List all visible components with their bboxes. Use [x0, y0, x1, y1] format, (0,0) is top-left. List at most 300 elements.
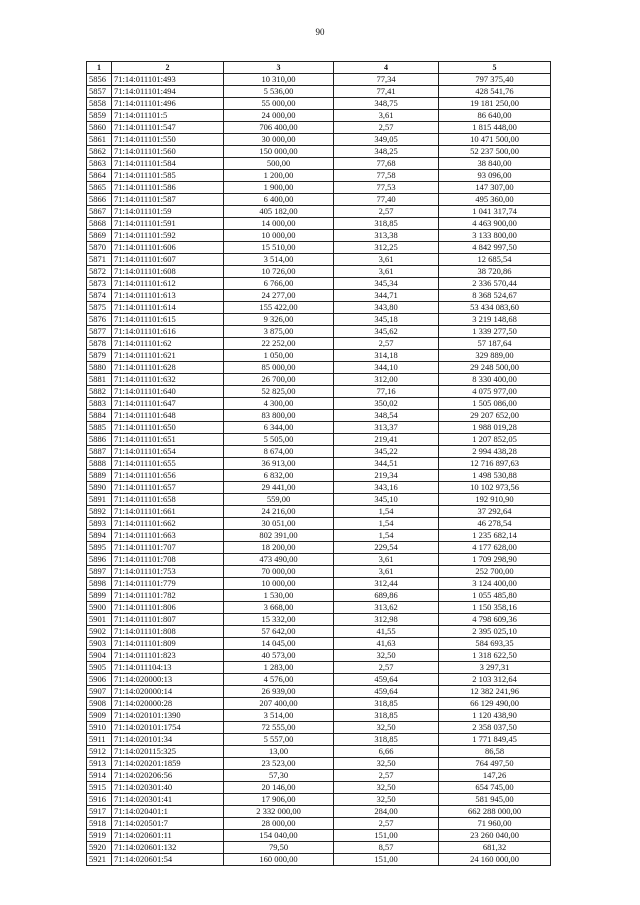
cadastral-value-cell: 12 685,54: [439, 254, 551, 266]
rate-value-cell: 32,50: [334, 722, 439, 734]
table-row: [87, 194, 551, 206]
column-number-header-row: [87, 62, 551, 74]
cadastral-value-cell: 71 960,00: [439, 818, 551, 830]
area-value-cell: 26 700,00: [224, 374, 334, 386]
rate-value-cell: 343,80: [334, 302, 439, 314]
table-row: [87, 854, 551, 866]
area-value-cell: 150 000,00: [224, 146, 334, 158]
row-number-cell: 5885: [87, 422, 112, 434]
cadastral-number-cell: 71:14:011101:657: [112, 482, 224, 494]
rate-value-cell: 3,61: [334, 266, 439, 278]
area-value-cell: 24 277,00: [224, 290, 334, 302]
row-number-cell: 5898: [87, 578, 112, 590]
rate-value-cell: 32,50: [334, 650, 439, 662]
cadastral-number-cell: 71:14:011101:547: [112, 122, 224, 134]
rate-value-cell: 348,25: [334, 146, 439, 158]
rate-value-cell: 312,00: [334, 374, 439, 386]
row-number-cell: 5860: [87, 122, 112, 134]
cadastral-value-cell: 52 237 500,00: [439, 146, 551, 158]
table-row: [87, 530, 551, 542]
area-value-cell: 79,50: [224, 842, 334, 854]
row-number-cell: 5865: [87, 182, 112, 194]
rate-value-cell: 350,02: [334, 398, 439, 410]
table-row: [87, 650, 551, 662]
row-number-cell: 5872: [87, 266, 112, 278]
cadastral-number-cell: 71:14:011104:13: [112, 662, 224, 674]
rate-value-cell: 229,54: [334, 542, 439, 554]
row-number-cell: 5880: [87, 362, 112, 374]
cadastral-value-cell: 495 360,00: [439, 194, 551, 206]
cadastral-number-cell: 71:14:011101:707: [112, 542, 224, 554]
rate-value-cell: 348,54: [334, 410, 439, 422]
cadastral-number-cell: 71:14:020501:7: [112, 818, 224, 830]
row-number-cell: 5915: [87, 782, 112, 794]
table-row: [87, 230, 551, 242]
table-row: [87, 818, 551, 830]
rate-value-cell: 2,57: [334, 818, 439, 830]
rate-value-cell: 32,50: [334, 794, 439, 806]
area-value-cell: 29 441,00: [224, 482, 334, 494]
row-number-cell: 5902: [87, 626, 112, 638]
table-row: [87, 710, 551, 722]
rate-value-cell: 344,10: [334, 362, 439, 374]
rate-value-cell: 1,54: [334, 530, 439, 542]
area-value-cell: 160 000,00: [224, 854, 334, 866]
cadastral-number-cell: 71:14:020115:325: [112, 746, 224, 758]
area-value-cell: 24 216,00: [224, 506, 334, 518]
rate-value-cell: 343,16: [334, 482, 439, 494]
cadastral-number-cell: 71:14:020101:34: [112, 734, 224, 746]
row-number-cell: 5918: [87, 818, 112, 830]
cadastral-number-cell: 71:14:011101:662: [112, 518, 224, 530]
cadastral-value-cell: 12 382 241,96: [439, 686, 551, 698]
cadastral-value-cell: 8 368 524,67: [439, 290, 551, 302]
cadastral-number-cell: 71:14:020601:54: [112, 854, 224, 866]
cadastral-number-cell: 71:14:011101:628: [112, 362, 224, 374]
cadastral-value-cell: 662 288 000,00: [439, 806, 551, 818]
rate-value-cell: 1,54: [334, 518, 439, 530]
cadastral-number-cell: 71:14:020000:28: [112, 698, 224, 710]
rate-value-cell: 689,86: [334, 590, 439, 602]
column-header-5: 5: [439, 62, 551, 74]
area-value-cell: 9 326,00: [224, 314, 334, 326]
cadastral-number-cell: 71:14:011101:607: [112, 254, 224, 266]
cadastral-number-cell: 71:14:011101:647: [112, 398, 224, 410]
table-row: [87, 122, 551, 134]
table-row: [87, 794, 551, 806]
row-number-cell: 5874: [87, 290, 112, 302]
cadastral-value-cell: 4 798 609,36: [439, 614, 551, 626]
row-number-cell: 5895: [87, 542, 112, 554]
row-number-cell: 5919: [87, 830, 112, 842]
rate-value-cell: 313,38: [334, 230, 439, 242]
area-value-cell: 18 200,00: [224, 542, 334, 554]
cadastral-value-cell: 38 840,00: [439, 158, 551, 170]
table-row: [87, 446, 551, 458]
row-number-cell: 5884: [87, 410, 112, 422]
table-row: [87, 74, 551, 86]
rate-value-cell: 77,34: [334, 74, 439, 86]
row-number-cell: 5866: [87, 194, 112, 206]
row-number-cell: 5900: [87, 602, 112, 614]
cadastral-value-cell: 66 129 490,00: [439, 698, 551, 710]
cadastral-number-cell: 71:14:011101:655: [112, 458, 224, 470]
row-number-cell: 5859: [87, 110, 112, 122]
area-value-cell: 405 182,00: [224, 206, 334, 218]
cadastral-value-cell: 252 700,00: [439, 566, 551, 578]
area-value-cell: 10 726,00: [224, 266, 334, 278]
cadastral-value-cell: 654 745,00: [439, 782, 551, 794]
area-value-cell: 10 310,00: [224, 74, 334, 86]
row-number-cell: 5906: [87, 674, 112, 686]
rate-value-cell: 313,62: [334, 602, 439, 614]
row-number-cell: 5879: [87, 350, 112, 362]
row-number-cell: 5861: [87, 134, 112, 146]
row-number-cell: 5868: [87, 218, 112, 230]
table-row: [87, 362, 551, 374]
cadastral-number-cell: 71:14:020000:14: [112, 686, 224, 698]
row-number-cell: 5871: [87, 254, 112, 266]
table-row: [87, 602, 551, 614]
cadastral-value-cell: 1 318 622,50: [439, 650, 551, 662]
rate-value-cell: 348,75: [334, 98, 439, 110]
rate-value-cell: 345,10: [334, 494, 439, 506]
area-value-cell: 3 514,00: [224, 710, 334, 722]
table-row: [87, 326, 551, 338]
row-number-cell: 5875: [87, 302, 112, 314]
area-value-cell: 1 900,00: [224, 182, 334, 194]
cadastral-number-cell: 71:14:011101:661: [112, 506, 224, 518]
table-row: [87, 482, 551, 494]
cadastral-number-cell: 71:14:011101:808: [112, 626, 224, 638]
cadastral-number-cell: 71:14:020301:40: [112, 782, 224, 794]
rate-value-cell: 32,50: [334, 758, 439, 770]
column-header-4: 4: [334, 62, 439, 74]
table-row: [87, 626, 551, 638]
cadastral-value-cell: 12 716 897,63: [439, 458, 551, 470]
table-row: [87, 590, 551, 602]
rate-value-cell: 2,57: [334, 662, 439, 674]
cadastral-value-cell: 3 219 148,68: [439, 314, 551, 326]
cadastral-value-cell: 1 988 019,28: [439, 422, 551, 434]
cadastral-number-cell: 71:14:011101:823: [112, 650, 224, 662]
cadastral-number-cell: 71:14:011101:592: [112, 230, 224, 242]
table-row: [87, 170, 551, 182]
table-row: [87, 698, 551, 710]
rate-value-cell: 219,34: [334, 470, 439, 482]
cadastral-number-cell: 71:14:011101:587: [112, 194, 224, 206]
table-row: [87, 278, 551, 290]
cadastral-number-cell: 71:14:011101:753: [112, 566, 224, 578]
table-row: [87, 398, 551, 410]
rate-value-cell: 3,61: [334, 254, 439, 266]
area-value-cell: 57 642,00: [224, 626, 334, 638]
table-row: [87, 302, 551, 314]
cadastral-value-cell: 53 434 083,60: [439, 302, 551, 314]
area-value-cell: 1 050,00: [224, 350, 334, 362]
cadastral-number-cell: 71:14:011101:640: [112, 386, 224, 398]
row-number-cell: 5910: [87, 722, 112, 734]
cadastral-value-cell: 23 260 040,00: [439, 830, 551, 842]
area-value-cell: 36 913,00: [224, 458, 334, 470]
row-number-cell: 5876: [87, 314, 112, 326]
area-value-cell: 30 051,00: [224, 518, 334, 530]
rate-value-cell: 349,05: [334, 134, 439, 146]
row-number-cell: 5903: [87, 638, 112, 650]
cadastral-number-cell: 71:14:011101:591: [112, 218, 224, 230]
table-body: [87, 74, 551, 866]
area-value-cell: 14 045,00: [224, 638, 334, 650]
cadastral-value-cell: 1 498 530,88: [439, 470, 551, 482]
cadastral-value-cell: 4 075 977,00: [439, 386, 551, 398]
cadastral-value-cell: 1 150 358,16: [439, 602, 551, 614]
cadastral-number-cell: 71:14:011101:550: [112, 134, 224, 146]
cadastral-value-cell: 1 235 682,14: [439, 530, 551, 542]
area-value-cell: 1 283,00: [224, 662, 334, 674]
table-row: [87, 566, 551, 578]
rate-value-cell: 3,61: [334, 110, 439, 122]
rate-value-cell: 77,40: [334, 194, 439, 206]
table-row: [87, 98, 551, 110]
rate-value-cell: 3,61: [334, 554, 439, 566]
cadastral-value-cell: 1 339 277,50: [439, 326, 551, 338]
cadastral-number-cell: 71:14:011101:496: [112, 98, 224, 110]
cadastral-value-cell: 428 541,76: [439, 86, 551, 98]
cadastral-number-cell: 71:14:011101:651: [112, 434, 224, 446]
rate-value-cell: 77,68: [334, 158, 439, 170]
cadastral-number-cell: 71:14:011101:621: [112, 350, 224, 362]
row-number-cell: 5921: [87, 854, 112, 866]
rate-value-cell: 41,55: [334, 626, 439, 638]
rate-value-cell: 459,64: [334, 674, 439, 686]
rate-value-cell: 314,18: [334, 350, 439, 362]
cadastral-number-cell: 71:14:011101:632: [112, 374, 224, 386]
rate-value-cell: 318,85: [334, 698, 439, 710]
row-number-cell: 5901: [87, 614, 112, 626]
area-value-cell: 52 825,00: [224, 386, 334, 398]
table-row: [87, 386, 551, 398]
cadastral-value-cell: 2 395 025,10: [439, 626, 551, 638]
cadastral-number-cell: 71:14:011101:779: [112, 578, 224, 590]
cadastral-value-cell: 37 292,64: [439, 506, 551, 518]
row-number-cell: 5916: [87, 794, 112, 806]
area-value-cell: 83 800,00: [224, 410, 334, 422]
area-value-cell: 5 557,00: [224, 734, 334, 746]
area-value-cell: 3 514,00: [224, 254, 334, 266]
rate-value-cell: 77,58: [334, 170, 439, 182]
cadastral-value-cell: 1 120 438,90: [439, 710, 551, 722]
row-number-cell: 5867: [87, 206, 112, 218]
area-value-cell: 23 523,00: [224, 758, 334, 770]
rate-value-cell: 284,00: [334, 806, 439, 818]
table-row: [87, 554, 551, 566]
column-header-1: 1: [87, 62, 112, 74]
cadastral-value-cell: 1 207 852,05: [439, 434, 551, 446]
cadastral-number-cell: 71:14:011101:606: [112, 242, 224, 254]
cadastral-value-cell: 38 720,86: [439, 266, 551, 278]
cadastral-number-cell: 71:14:011101:493: [112, 74, 224, 86]
row-number-cell: 5863: [87, 158, 112, 170]
cadastral-number-cell: 71:14:011101:663: [112, 530, 224, 542]
area-value-cell: 3 875,00: [224, 326, 334, 338]
cadastral-number-cell: 71:14:011101:608: [112, 266, 224, 278]
area-value-cell: 473 490,00: [224, 554, 334, 566]
area-value-cell: 26 939,00: [224, 686, 334, 698]
row-number-cell: 5913: [87, 758, 112, 770]
column-header-3: 3: [224, 62, 334, 74]
table-row: [87, 806, 551, 818]
area-value-cell: 40 573,00: [224, 650, 334, 662]
table-row: [87, 518, 551, 530]
area-value-cell: 500,00: [224, 158, 334, 170]
row-number-cell: 5890: [87, 482, 112, 494]
cadastral-number-cell: 71:14:011101:5: [112, 110, 224, 122]
cadastral-value-cell: 86 640,00: [439, 110, 551, 122]
cadastral-number-cell: 71:14:011101:560: [112, 146, 224, 158]
area-value-cell: 15 510,00: [224, 242, 334, 254]
rate-value-cell: 312,98: [334, 614, 439, 626]
rate-value-cell: 77,41: [334, 86, 439, 98]
cadastral-value-cell: 192 910,90: [439, 494, 551, 506]
table-row: [87, 158, 551, 170]
cadastral-value-cell: 797 375,40: [439, 74, 551, 86]
rate-value-cell: 32,50: [334, 782, 439, 794]
cadastral-number-cell: 71:14:011101:708: [112, 554, 224, 566]
cadastral-value-cell: 29 207 652,00: [439, 410, 551, 422]
area-value-cell: 706 400,00: [224, 122, 334, 134]
rate-value-cell: 312,25: [334, 242, 439, 254]
rate-value-cell: 2,57: [334, 206, 439, 218]
cadastral-number-cell: 71:14:020201:1859: [112, 758, 224, 770]
cadastral-value-table: [86, 61, 551, 866]
area-value-cell: 155 422,00: [224, 302, 334, 314]
row-number-cell: 5883: [87, 398, 112, 410]
cadastral-value-cell: 3 124 400,00: [439, 578, 551, 590]
area-value-cell: 22 252,00: [224, 338, 334, 350]
area-value-cell: 55 000,00: [224, 98, 334, 110]
row-number-cell: 5912: [87, 746, 112, 758]
cadastral-number-cell: 71:14:011101:616: [112, 326, 224, 338]
cadastral-value-cell: 1 055 485,80: [439, 590, 551, 602]
cadastral-number-cell: 71:14:020101:1390: [112, 710, 224, 722]
row-number-cell: 5892: [87, 506, 112, 518]
rate-value-cell: 151,00: [334, 830, 439, 842]
cadastral-number-cell: 71:14:011101:614: [112, 302, 224, 314]
row-number-cell: 5896: [87, 554, 112, 566]
cadastral-value-cell: 46 278,54: [439, 518, 551, 530]
cadastral-value-cell: 29 248 500,00: [439, 362, 551, 374]
cadastral-number-cell: 71:14:011101:809: [112, 638, 224, 650]
row-number-cell: 5873: [87, 278, 112, 290]
rate-value-cell: 3,61: [334, 566, 439, 578]
row-number-cell: 5893: [87, 518, 112, 530]
row-number-cell: 5881: [87, 374, 112, 386]
rate-value-cell: 2,57: [334, 338, 439, 350]
table-row: [87, 422, 551, 434]
row-number-cell: 5920: [87, 842, 112, 854]
cadastral-number-cell: 71:14:011101:613: [112, 290, 224, 302]
table-row: [87, 206, 551, 218]
rate-value-cell: 151,00: [334, 854, 439, 866]
row-number-cell: 5862: [87, 146, 112, 158]
cadastral-value-cell: 581 945,00: [439, 794, 551, 806]
row-number-cell: 5889: [87, 470, 112, 482]
cadastral-value-cell: 147 307,00: [439, 182, 551, 194]
rate-value-cell: 312,44: [334, 578, 439, 590]
cadastral-value-cell: 8 330 400,00: [439, 374, 551, 386]
table-row: [87, 686, 551, 698]
cadastral-value-cell: 10 102 973,56: [439, 482, 551, 494]
cadastral-number-cell: 71:14:011101:494: [112, 86, 224, 98]
column-header-2: 2: [112, 62, 224, 74]
row-number-cell: 5856: [87, 74, 112, 86]
cadastral-value-cell: 2 103 312,64: [439, 674, 551, 686]
cadastral-number-cell: 71:14:020101:1754: [112, 722, 224, 734]
area-value-cell: 57,30: [224, 770, 334, 782]
rate-value-cell: 77,16: [334, 386, 439, 398]
area-value-cell: 6 832,00: [224, 470, 334, 482]
table-row: [87, 146, 551, 158]
rate-value-cell: 459,64: [334, 686, 439, 698]
rate-value-cell: 318,85: [334, 734, 439, 746]
table-row: [87, 434, 551, 446]
rate-value-cell: 8,57: [334, 842, 439, 854]
cadastral-value-cell: 147,26: [439, 770, 551, 782]
row-number-cell: 5914: [87, 770, 112, 782]
cadastral-number-cell: 71:14:011101:648: [112, 410, 224, 422]
area-value-cell: 70 000,00: [224, 566, 334, 578]
cadastral-value-cell: 57 187,64: [439, 338, 551, 350]
area-value-cell: 3 668,00: [224, 602, 334, 614]
row-number-cell: 5864: [87, 170, 112, 182]
rate-value-cell: 345,22: [334, 446, 439, 458]
rate-value-cell: 345,34: [334, 278, 439, 290]
area-value-cell: 1 200,00: [224, 170, 334, 182]
area-value-cell: 5 505,00: [224, 434, 334, 446]
row-number-cell: 5886: [87, 434, 112, 446]
area-value-cell: 1 530,00: [224, 590, 334, 602]
cadastral-value-cell: 4 177 628,00: [439, 542, 551, 554]
table-row: [87, 758, 551, 770]
cadastral-value-cell: 584 693,35: [439, 638, 551, 650]
rate-value-cell: 313,37: [334, 422, 439, 434]
table-row: [87, 338, 551, 350]
area-value-cell: 10 000,00: [224, 230, 334, 242]
cadastral-value-cell: 1 771 849,45: [439, 734, 551, 746]
row-number-cell: 5909: [87, 710, 112, 722]
cadastral-number-cell: 71:14:011101:656: [112, 470, 224, 482]
area-value-cell: 72 555,00: [224, 722, 334, 734]
rate-value-cell: 345,18: [334, 314, 439, 326]
table-row: [87, 638, 551, 650]
rate-value-cell: 1,54: [334, 506, 439, 518]
cadastral-number-cell: 71:14:011101:62: [112, 338, 224, 350]
row-number-cell: 5897: [87, 566, 112, 578]
table-row: [87, 470, 551, 482]
table-row: [87, 734, 551, 746]
cadastral-value-cell: 2 358 037,50: [439, 722, 551, 734]
table-row: [87, 722, 551, 734]
cadastral-value-cell: 3 133 800,00: [439, 230, 551, 242]
table-row: [87, 782, 551, 794]
table-row: [87, 542, 551, 554]
row-number-cell: 5882: [87, 386, 112, 398]
table-row: [87, 458, 551, 470]
rate-value-cell: 77,53: [334, 182, 439, 194]
rate-value-cell: 318,85: [334, 218, 439, 230]
cadastral-value-cell: 4 842 997,50: [439, 242, 551, 254]
cadastral-number-cell: 71:14:011101:584: [112, 158, 224, 170]
